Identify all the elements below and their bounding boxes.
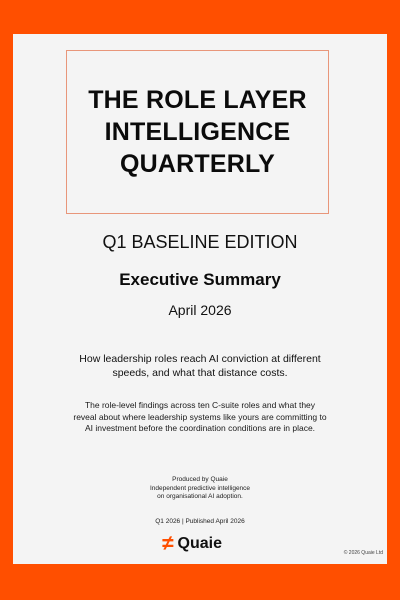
quaie-logo — [162, 533, 222, 555]
title-line-3: QUARTERLY — [119, 150, 276, 178]
title-line-1: THE ROLE LAYER — [88, 86, 307, 114]
title-frame — [66, 50, 329, 214]
body-text: The role-level findings across ten C-suite roles and what they reveal about where leadership systems like yours are committing to AI investment before the coordination conditions are in place. — [73, 400, 327, 433]
lead-text: How leadership roles reach AI conviction at different speeds, and what that distance costs. — [79, 353, 321, 379]
title-line-2: INTELLIGENCE — [104, 118, 291, 146]
logo-wordmark: Quaie — [177, 535, 222, 552]
producer-description-1: Independent predictive intelligence — [149, 484, 251, 492]
producer-block — [13, 476, 387, 502]
copyright-notice: © 2026 Quaie Ltd — [343, 550, 383, 556]
publication-date: April 2026 — [168, 302, 232, 318]
produced-by: Produced by Quaie — [172, 476, 228, 483]
report-title — [88, 84, 307, 180]
edition-label: Q1 BASELINE EDITION — [102, 232, 298, 252]
producer-description-2: on organisational AI adoption. — [157, 493, 243, 500]
not-equal-icon: ≠ — [162, 532, 174, 555]
cover-page — [13, 34, 387, 564]
document-subtitle: Executive Summary — [119, 270, 281, 289]
published-line: Q1 2026 | Published April 2026 — [155, 518, 245, 525]
